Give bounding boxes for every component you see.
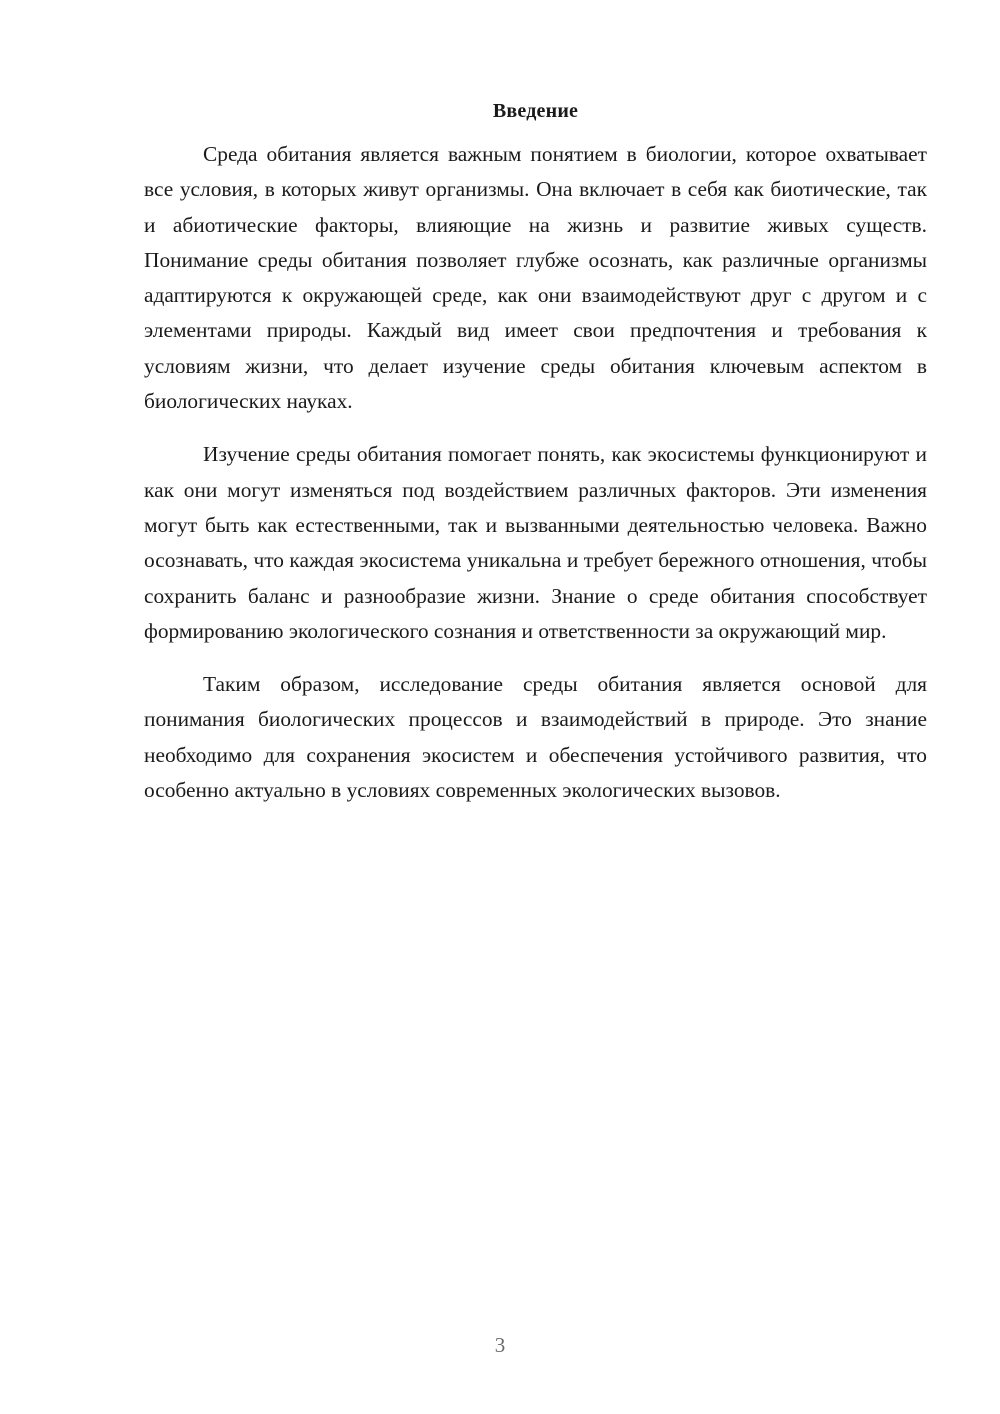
- paragraph-3: Таким образом, исследование среды обитания является основой для понимания биологических процессов и взаимодействий в природе. Это знание необходимо для сохранения экосистем и обеспечения устойчивого развития, что особенно актуально в условиях современных экологических вызовов.: [144, 672, 927, 803]
- section-title: Введение: [492, 100, 579, 122]
- paragraph-2: Изучение среды обитания помогает понять, как экосистемы функционируют и как они могут изменяться под воздействием различных факторов. Эти изменения могут быть как естественными, так и вызванными деятельностью человека. Важно осознавать, что каждая экосистема уникальна и требует бережного отношения, чтобы сохранить баланс и разнообразие жизни. Знание о среде обитания способствует формированию экологического сознания и ответственности за окружающий мир.: [144, 442, 927, 643]
- page-number: 3: [494, 1333, 506, 1357]
- page-content: [144, 96, 927, 826]
- paragraph-1: Среда обитания является важным понятием в биологии, которое охватывает все условия, в которых живут организмы. Она включает в себя как биотические, так и абиотические факторы, влияющие на жизнь и развитие живых существ. Понимание среды обитания позволяет глубже осознать, как различные организмы адаптируются к окружающей среде, как они взаимодействуют друг с другом и с элементами природы. Каждый вид имеет свои предпочтения и требования к условиям жизни, что делает изучение среды обитания ключевым аспектом в биологических науках.: [144, 142, 927, 414]
